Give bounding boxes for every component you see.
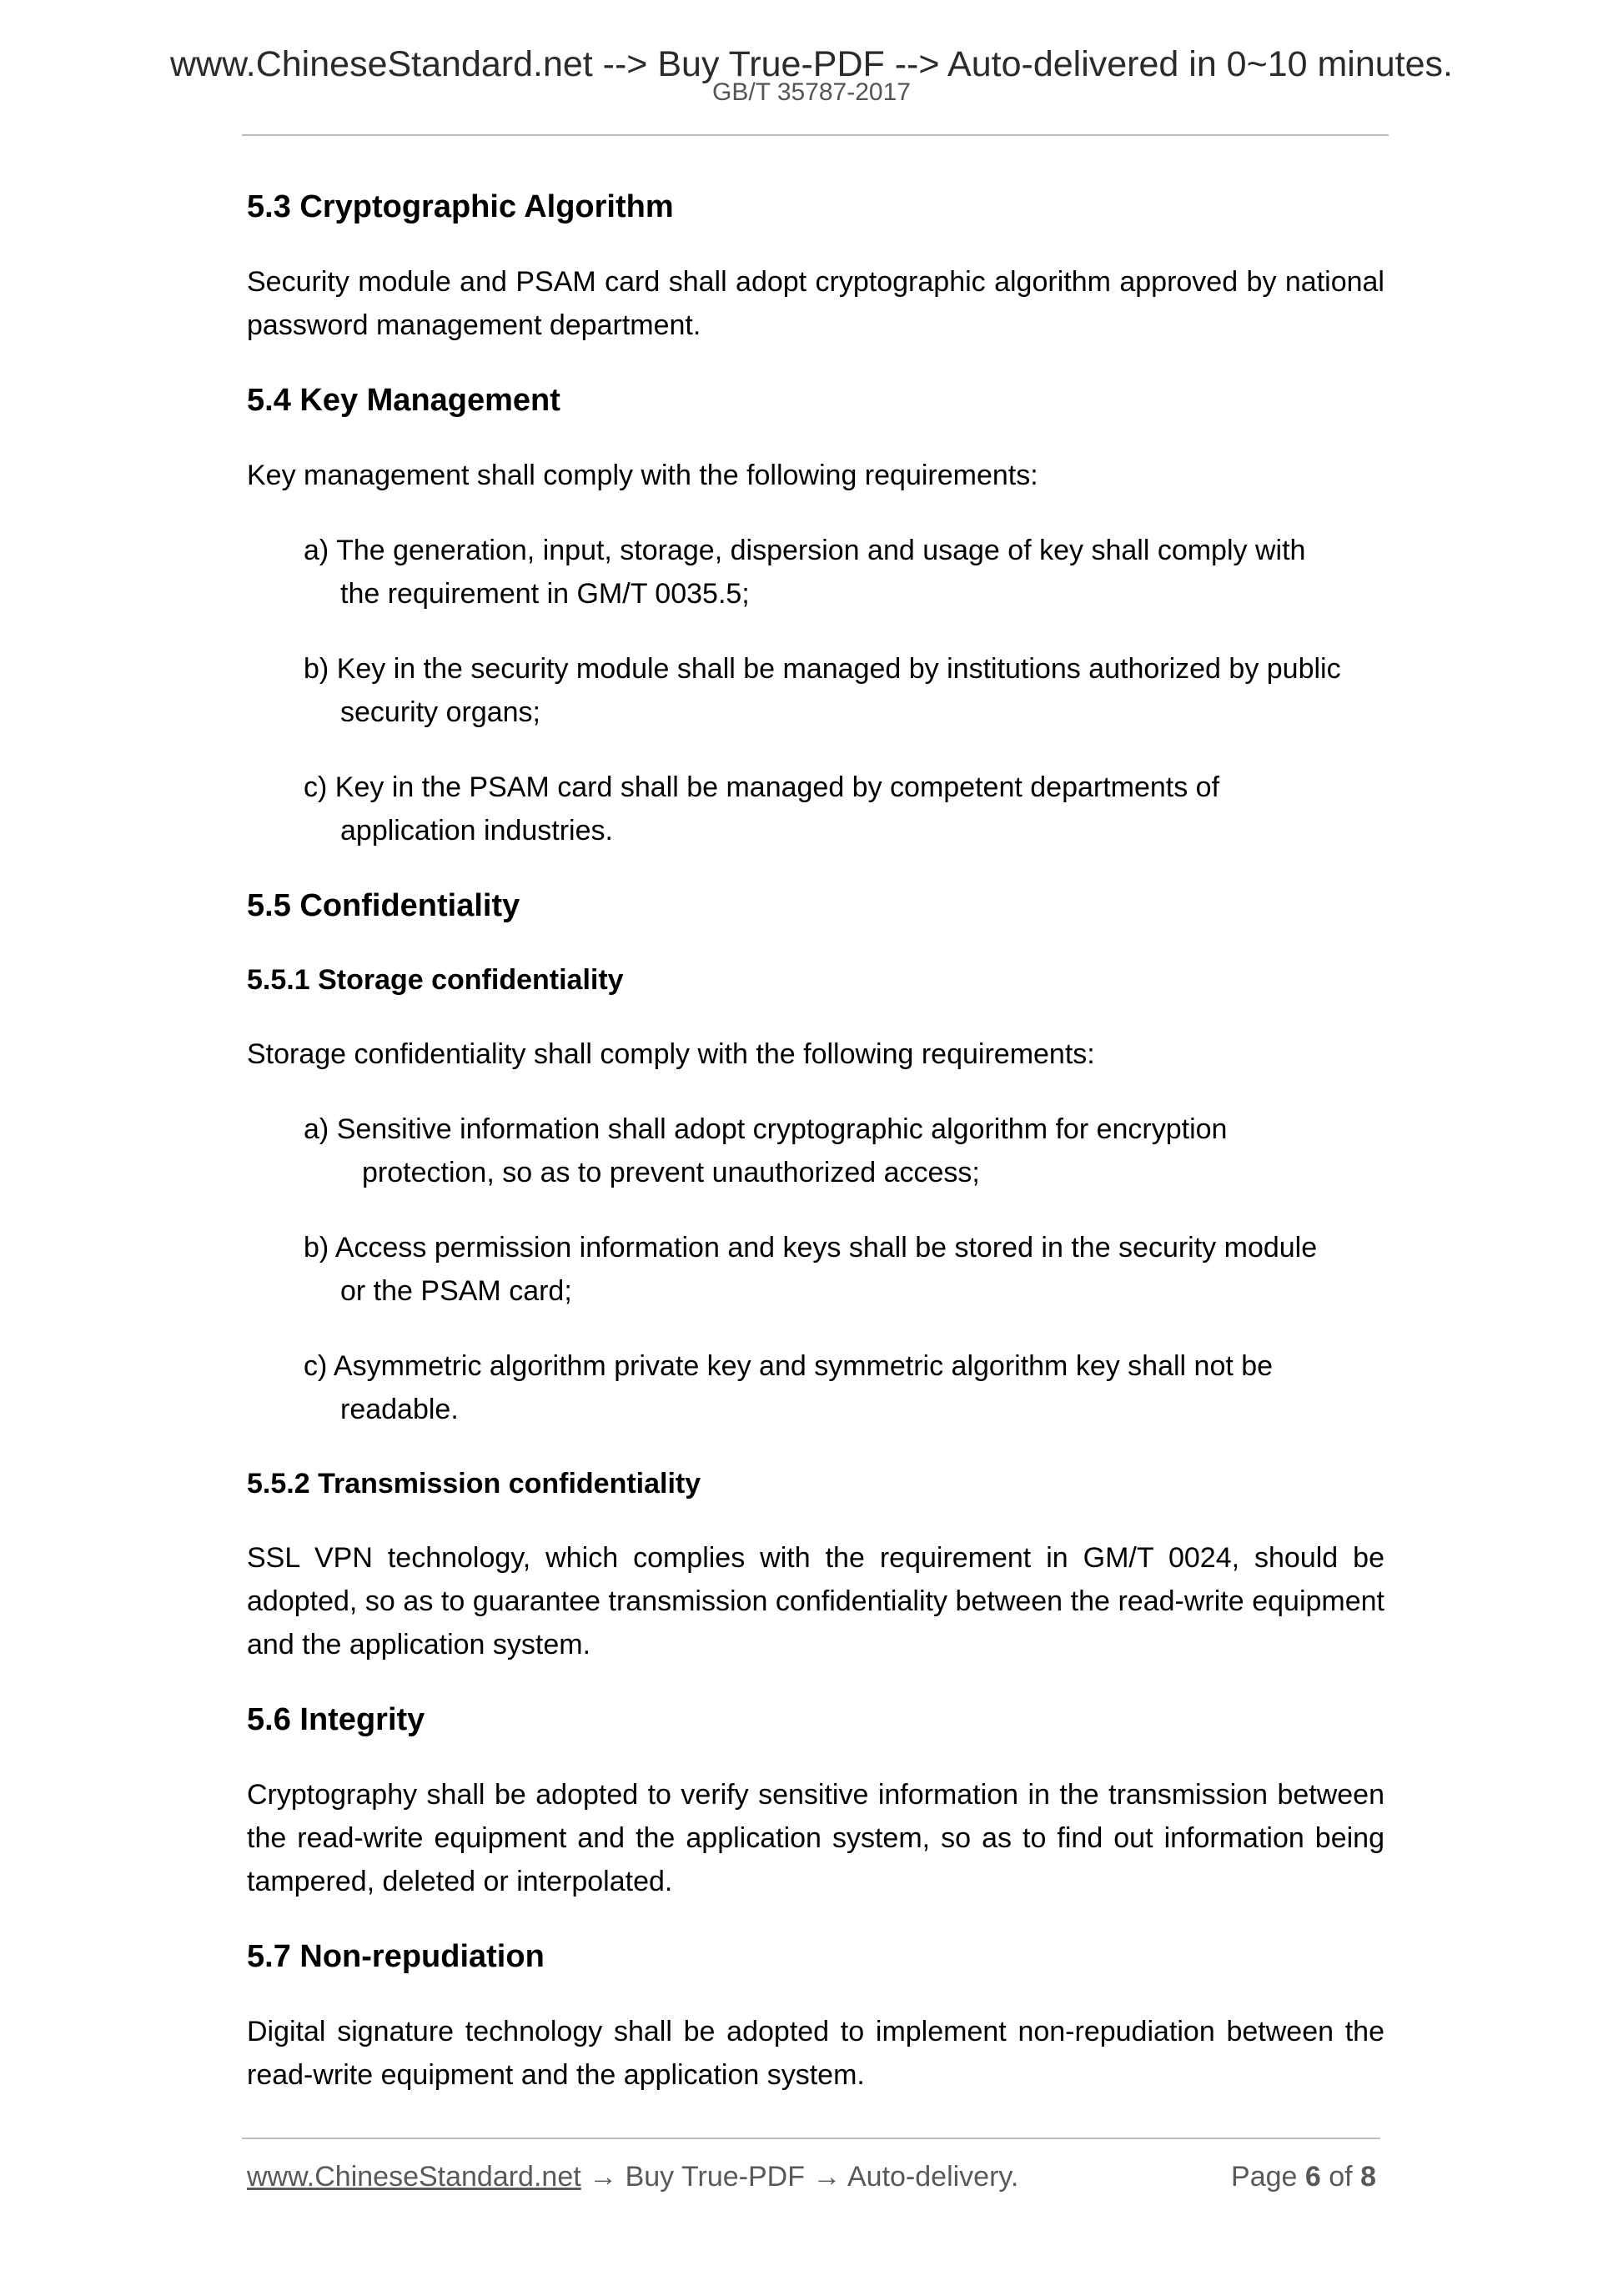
key-requirement-b — [304, 647, 1384, 734]
document-body — [247, 185, 1384, 2128]
list-item-continuation: or the PSAM card; — [340, 1275, 572, 1307]
list-item-continuation: application industries. — [340, 815, 613, 847]
section-5-6-text: Cryptography shall be adopted to verify sensitive information in the transmission between the read-write equipment and the application system, so as to find out information being tampered, deleted or interpolated. — [247, 1779, 1384, 1897]
current-page-number: 6 — [1304, 2161, 1321, 2193]
key-requirement-a — [304, 529, 1384, 615]
section-5-5-2-text: SSL VPN technology, which complies with the requirement in GM/T 0024, should be adopted, so as to guarantee transmission confidentiality between the read-write equipment and the application system. — [247, 1542, 1384, 1660]
list-item-text: Sensitive information shall adopt cryptographic algorithm for encryption — [336, 1113, 1228, 1145]
section-5-5-2-heading: 5.5.2 Transmission confidentiality — [247, 1468, 701, 1500]
section-5-7-heading: 5.7 Non-repudiation — [247, 1939, 545, 1974]
list-marker: c) — [304, 771, 335, 803]
list-item-text: Access permission information and keys shall be stored in the security module — [334, 1232, 1318, 1264]
list-item-continuation: protection, so as to prevent unauthorized access; — [362, 1157, 980, 1188]
list-marker: a) — [304, 1113, 337, 1145]
section-5-7-text: Digital signature technology shall be adopted to implement non-repudiation between the read-write equipment and the application system. — [247, 2016, 1384, 2091]
of-label: of — [1329, 2161, 1353, 2193]
list-item-continuation: the requirement in GM/T 0035.5; — [340, 578, 750, 610]
storage-requirement-a — [304, 1108, 1384, 1194]
list-item-text: Key in the PSAM card shall be managed by competent departments of — [334, 771, 1220, 803]
list-marker: a) — [304, 535, 337, 566]
list-marker: c) — [304, 1350, 334, 1382]
page-indicator — [1231, 2156, 1376, 2198]
section-5-3-heading: 5.3 Cryptographic Algorithm — [247, 189, 674, 224]
section-5-5-1-heading: 5.5.1 Storage confidentiality — [247, 964, 624, 996]
list-marker: b) — [304, 653, 337, 685]
section-5-4-heading: 5.4 Key Management — [247, 383, 560, 418]
list-item-continuation: security organs; — [340, 696, 540, 728]
storage-requirement-c — [304, 1344, 1384, 1431]
section-5-5-heading: 5.5 Confidentiality — [247, 888, 520, 923]
source-banner: www.ChineseStandard.net --> Buy True-PDF --> Auto-delivered in 0~10 minutes. — [169, 44, 1453, 84]
section-5-6-heading: 5.6 Integrity — [247, 1702, 425, 1737]
page-label: Page — [1231, 2161, 1298, 2193]
section-5-4-intro: Key management shall comply with the following requirements: — [247, 460, 1038, 491]
page-footer — [247, 2156, 1381, 2198]
list-marker: b) — [304, 1232, 335, 1264]
header-divider — [242, 134, 1389, 136]
footer-site-link[interactable]: www.ChineseStandard.net — [247, 2161, 581, 2193]
section-5-3-text: Security module and PSAM card shall adopt cryptographic algorithm approved by national password management department. — [247, 266, 1384, 341]
list-item-text: The generation, input, storage, dispersion and usage of key shall comply with — [336, 535, 1306, 566]
footer-divider — [242, 2138, 1380, 2139]
list-item-text: Asymmetric algorithm private key and symmetric algorithm key shall not be — [333, 1350, 1274, 1382]
standard-code: GB/T 35787-2017 — [712, 78, 911, 106]
storage-requirement-b — [304, 1226, 1384, 1313]
list-item-text: Key in the security module shall be managed by institutions authorized by public — [336, 653, 1341, 685]
total-pages: 8 — [1360, 2161, 1376, 2193]
footer-tagline: → Buy True-PDF → Auto-delivery. — [580, 2161, 1019, 2193]
section-5-5-1-intro: Storage confidentiality shall comply with the following requirements: — [247, 1038, 1095, 1070]
key-requirement-c — [304, 766, 1384, 852]
list-item-continuation: readable. — [340, 1394, 459, 1425]
